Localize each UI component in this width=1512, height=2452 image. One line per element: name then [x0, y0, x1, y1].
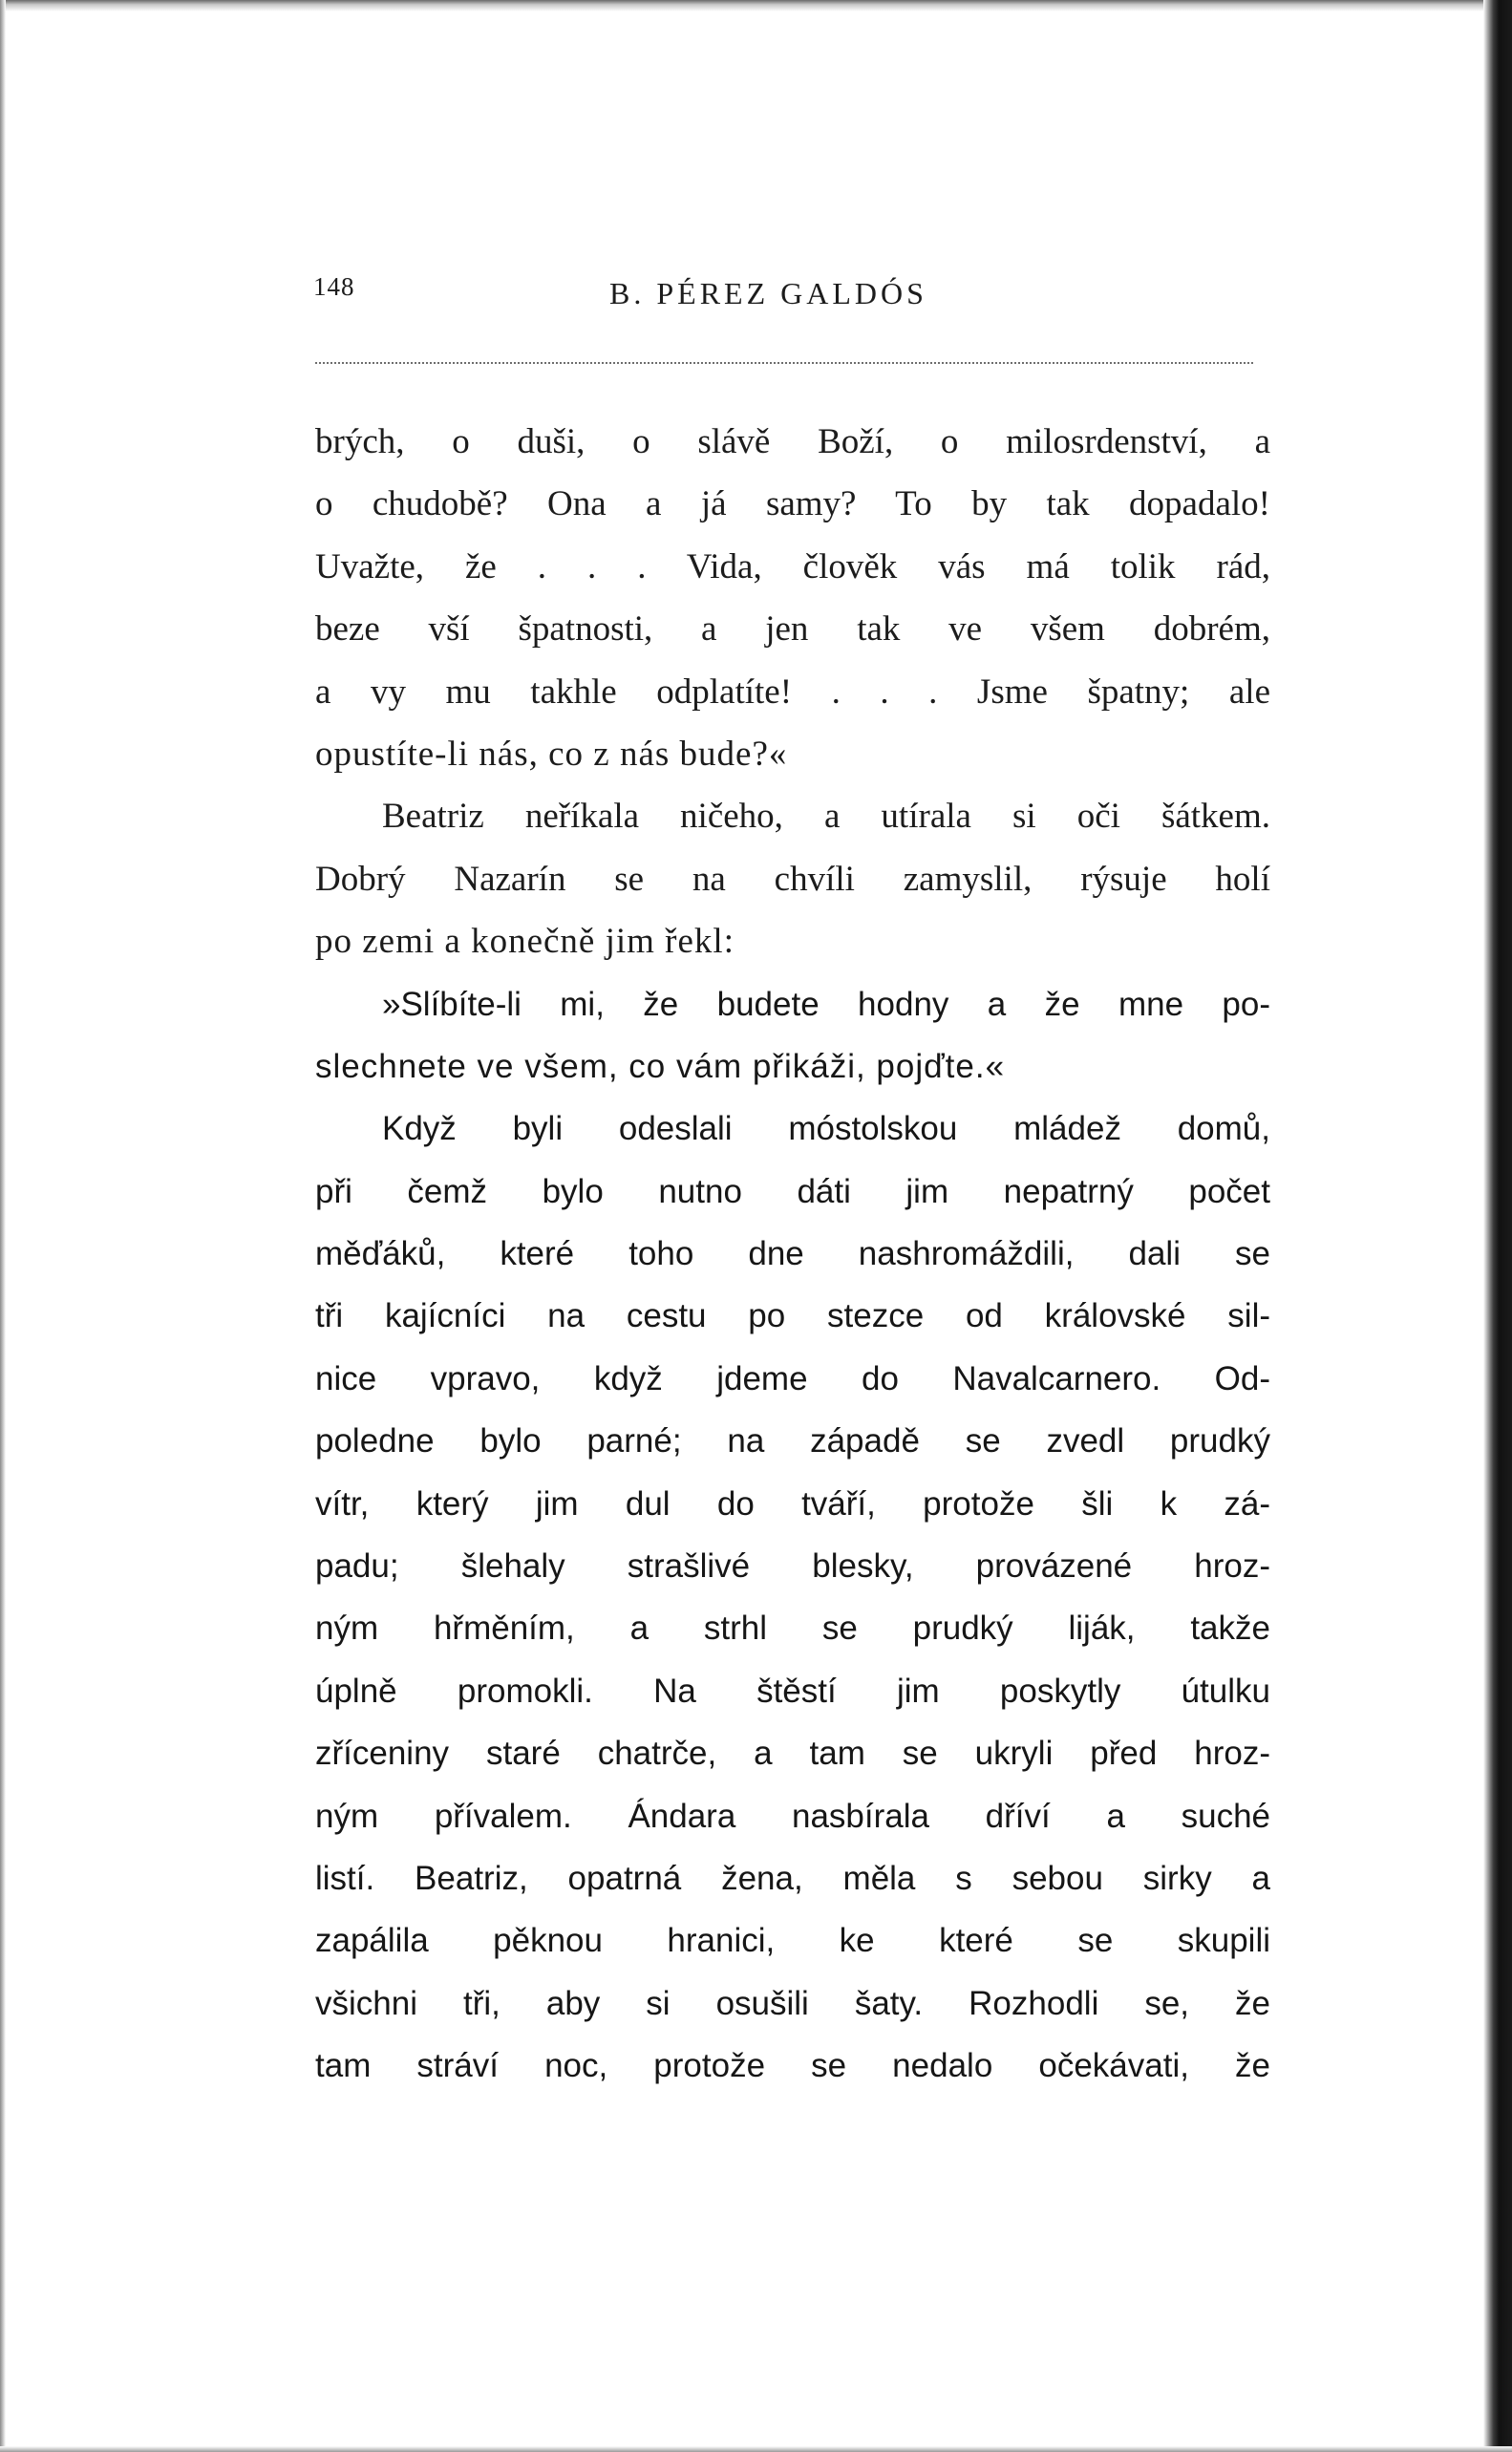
- text-line: tři kajícníci na cestu po stezce od královské sil-: [315, 1297, 1270, 1335]
- text-line: Když byli odeslali móstolskou mládež domů,: [382, 1110, 1270, 1148]
- text-line: ným přívalem. Ándara nasbírala dříví a suché: [315, 1797, 1270, 1835]
- paragraph: [315, 1098, 1270, 2097]
- text-line: při čemž bylo nutno dáti jim nepatrný počet: [315, 1172, 1270, 1210]
- body-text: [315, 411, 1270, 2098]
- text-line: Uvažte, že . . . Vida, člověk vás má tolik rád,: [315, 546, 1270, 586]
- text-line: slechnete ve všem, co vám přikáži, pojďte.«: [315, 1047, 1006, 1085]
- running-title: B. PÉREZ GALDÓS: [609, 276, 927, 310]
- paragraph: [315, 411, 1270, 785]
- text-line: tam stráví noc, protože se nedalo očekávati, že: [315, 2047, 1270, 2085]
- text-line: všichni tři, aby si osušili šaty. Rozhodli se, že: [315, 1984, 1270, 2022]
- paragraph: [315, 785, 1270, 972]
- text-line: poledne bylo parné; na západě se zvedl prudký: [315, 1422, 1270, 1461]
- text-line: zříceniny staré chatrče, a tam se ukryli před hroz-: [315, 1735, 1270, 1773]
- text-line: Dobrý Nazarín se na chvíli zamyslil, rýsuje holí: [315, 859, 1270, 899]
- text-line: beze vší špatnosti, a jen tak ve všem dobrém,: [315, 609, 1270, 650]
- running-head: [313, 272, 1268, 310]
- scan-edge-right: [1483, 0, 1512, 2452]
- scan-edge-bottom: [0, 2446, 1512, 2452]
- text-line: »Slíbíte-li mi, že budete hodny a že mne po-: [382, 985, 1270, 1023]
- text-line: Beatriz neříkala ničeho, a utírala si oči šátkem.: [382, 797, 1270, 837]
- text-line: o chudobě? Ona a já samy? To by tak dopadalo!: [315, 484, 1270, 524]
- text-line: vítr, který jim dul do tváří, protože šli k zá-: [315, 1484, 1270, 1523]
- scan-edge-top: [0, 0, 1512, 11]
- text-line: padu; šlehaly strašlivé blesky, provázené hroz-: [315, 1547, 1270, 1586]
- text-line: úplně promokli. Na štěstí jim poskytly útulku: [315, 1672, 1270, 1710]
- text-line: nice vpravo, když jdeme do Navalcarnero. Od-: [315, 1359, 1270, 1397]
- text-line: a vy mu takhle odplatíte! . . . Jsme špatny; ale: [315, 672, 1270, 712]
- paragraph: [315, 973, 1270, 1098]
- text-line: měďáků, které toho dne nashromáždili, dali se: [315, 1235, 1270, 1273]
- text-line: zapálila pěknou hranici, ke které se skupili: [315, 1922, 1270, 1960]
- page-number: 148: [313, 272, 355, 301]
- text-line: brých, o duši, o slávě Boží, o milosrdenství, a: [315, 422, 1270, 461]
- scan-edge-left: [0, 0, 6, 2452]
- header-divider: [315, 362, 1253, 364]
- text-line: po zemi a konečně jim řekl:: [315, 922, 735, 962]
- text-line: opustíte-li nás, co z nás bude?«: [315, 734, 788, 774]
- text-line: ným hřměním, a strhl se prudký liják, takže: [315, 1610, 1270, 1648]
- text-line: listí. Beatriz, opatrná žena, měla s sebou sirky a: [315, 1859, 1270, 1897]
